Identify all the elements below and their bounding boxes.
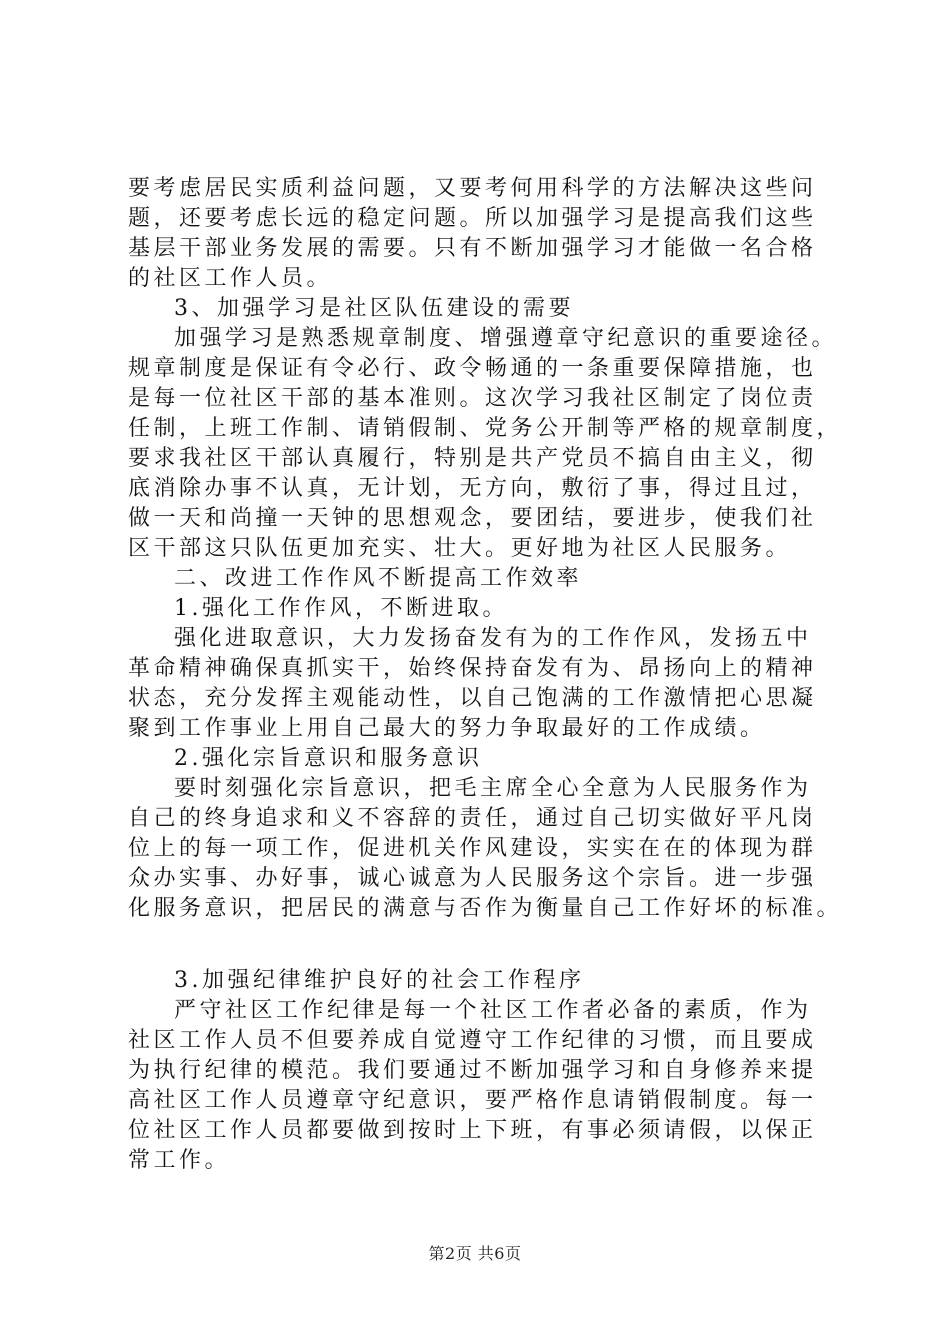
body-line: 任制，上班工作制、请销假制、党务公开制等严格的规章制度，	[128, 416, 843, 441]
body-line: 要考虑居民实质利益问题，又要考何用科学的方法解决这些问	[128, 176, 817, 201]
body-line: 聚到工作事业上用自己最大的努力争取最好的工作成绩。	[128, 716, 766, 741]
body-line: 强化进取意识，大力发扬奋发有为的工作作风，发扬五中	[174, 626, 812, 651]
body-line: 要求我社区干部认真履行，特别是共产党员不搞自由主义，彻	[128, 446, 817, 471]
subsection-heading: 1.强化工作作风，不断进取。	[174, 596, 508, 621]
body-line: 众办实事、办好事，诚心诚意为人民服务这个宗旨。进一步强	[128, 866, 817, 891]
body-line: 要时刻强化宗旨意识，把毛主席全心全意为人民服务作为	[174, 776, 812, 801]
body-line: 加强学习是熟悉规章制度、增强遵章守纪意识的重要途径。	[174, 326, 838, 351]
body-line: 规章制度是保证有令必行、政令畅通的一条重要保障措施，也	[128, 356, 817, 381]
body-line: 状态，充分发挥主观能动性，以自己饱满的工作激情把心思凝	[128, 686, 817, 711]
body-line: 题，还要考虑长远的稳定问题。所以加强学习是提高我们这些	[128, 206, 817, 231]
body-line: 社区工作人员不但要养成自觉遵守工作纪律的习惯，而且要成	[128, 1028, 817, 1053]
body-line: 革命精神确保真抓实干，始终保持奋发有为、昂扬向上的精神	[128, 656, 817, 681]
body-line: 位社区工作人员都要做到按时上下班，有事必须请假，以保正	[128, 1118, 817, 1143]
body-line: 区干部这只队伍更加充实、壮大。更好地为社区人民服务。	[128, 536, 792, 561]
section-heading: 3、加强学习是社区队伍建设的需要	[174, 296, 574, 321]
body-line: 高社区工作人员遵章守纪意识，要严格作息请销假制度。每一	[128, 1088, 817, 1113]
body-line: 常工作。	[128, 1148, 231, 1173]
body-line: 化服务意识，把居民的满意与否作为衡量自己工作好坏的标准。	[128, 896, 843, 921]
body-line: 为执行纪律的模范。我们要通过不断加强学习和自身修养来提	[128, 1058, 817, 1083]
body-line: 做一天和尚撞一天钟的思想观念，要团结，要进步，使我们社	[128, 506, 817, 531]
subsection-heading: 3.加强纪律维护良好的社会工作程序	[174, 968, 585, 993]
body-line: 是每一位社区干部的基本准则。这次学习我社区制定了岗位责	[128, 386, 817, 411]
body-line: 严守社区工作纪律是每一个社区工作者必备的素质，作为	[174, 998, 812, 1023]
body-line: 底消除办事不认真，无计划，无方向，敷衍了事，得过且过，	[128, 476, 817, 501]
page-number-footer: 第2页 共6页	[428, 1244, 522, 1263]
body-line: 的社区工作人员。	[128, 266, 333, 291]
body-line: 自己的终身追求和义不容辞的责任，通过自己切实做好平凡岗	[128, 806, 817, 831]
body-line: 基层干部业务发展的需要。只有不断加强学习才能做一名合格	[128, 236, 817, 261]
document-body	[128, 174, 843, 1176]
body-line: 位上的每一项工作，促进机关作风建设，实实在在的体现为群	[128, 836, 817, 861]
section-heading: 二、改进工作作风不断提高工作效率	[174, 566, 583, 591]
paragraph-gap	[128, 924, 838, 966]
subsection-heading: 2.强化宗旨意识和服务意识	[174, 746, 483, 771]
